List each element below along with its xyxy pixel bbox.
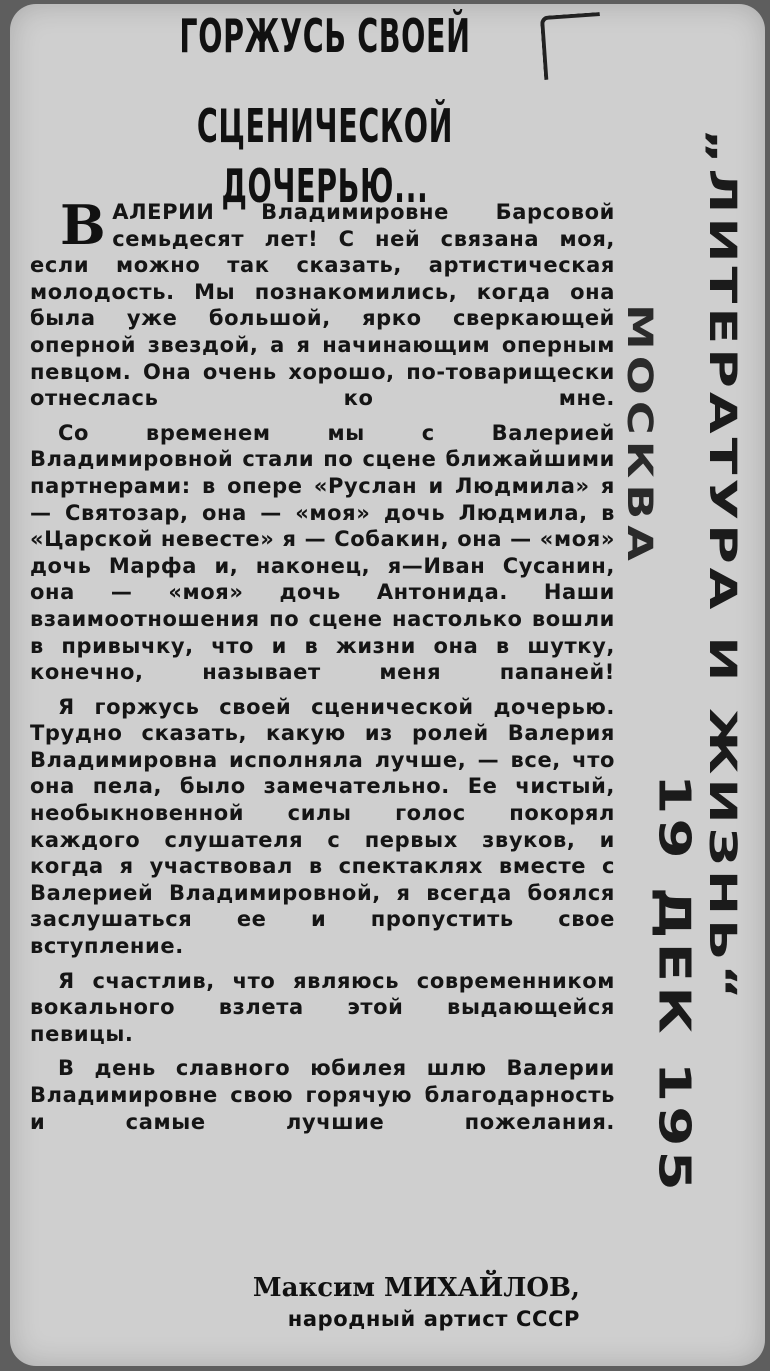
- city-stamp: МОСКВА: [619, 304, 660, 567]
- handwritten-mark: [540, 12, 604, 80]
- author-name: Максим МИХАЙЛОВ,: [252, 1273, 580, 1303]
- author-title: народный артист СССР: [287, 1307, 580, 1331]
- date-stamp: 19 ДЕК 195: [649, 774, 700, 1195]
- signature-block: [190, 1272, 580, 1334]
- paragraph-1: [30, 193, 615, 412]
- paragraph-1-text: АЛЕРИИ Владимировне Барсовой семьдесят лет! С ней связана моя, если можно так сказать, артистическая молодость. Мы познакомились, когда она была уже большой, ярко сверкающей оперной звездой, а я начинающим оперным певцом. Она очень хорошо, по-товарищески отнеслась ко мне.: [30, 200, 615, 411]
- headline-line-2: СЦЕНИЧЕСКОЙ ДОЧЕРЬЮ...: [196, 99, 454, 213]
- article-body: [30, 193, 615, 1143]
- newspaper-name-stamp: „ЛИТЕРАТУРА И ЖИЗНЬ“: [700, 129, 745, 1004]
- paragraph-4: Я счастлив, что являюсь современником вокального взлета этой выдающейся певицы.: [30, 968, 615, 1046]
- headline-line-1: ГОРЖУСЬ СВОЕЙ: [179, 9, 471, 63]
- paragraph-2: Со временем мы с Валерией Владимировной стали по сцене ближайшими партнерами: в опере «Руслан и Людмила» я — Святозар, она — «моя» дочь Людмила, в «Царской невесте» я — Собакин, она — «моя» дочь Марфа и, наконец, я—Иван Сусанин, она — «моя» дочь Антонида. Наши взаимоотношения по сцене настолько вошли в привычку, что и в жизни она в шутку, конечно, называет меня папаней!: [30, 420, 615, 685]
- newspaper-clipping: [10, 4, 765, 1366]
- drop-cap: В: [60, 193, 107, 257]
- paragraph-3: Я горжусь своей сценической дочерью. Трудно сказать, какую из ролей Валерия Владимировна исполняла лучше, — все, что она пела, было замечательно. Ее чистый, необыкновенной силы голос покорял каждого слушателя с первых звуков, и когда я участвовал в спектаклях вместе с Валерией Владимировной, я всегда боялся заслушаться ее и пропустить свое вступление.: [30, 694, 615, 959]
- paragraph-5: В день славного юбилея шлю Валерии Владимировне свою горячую благодарность и самые лучшие пожелания.: [30, 1056, 615, 1134]
